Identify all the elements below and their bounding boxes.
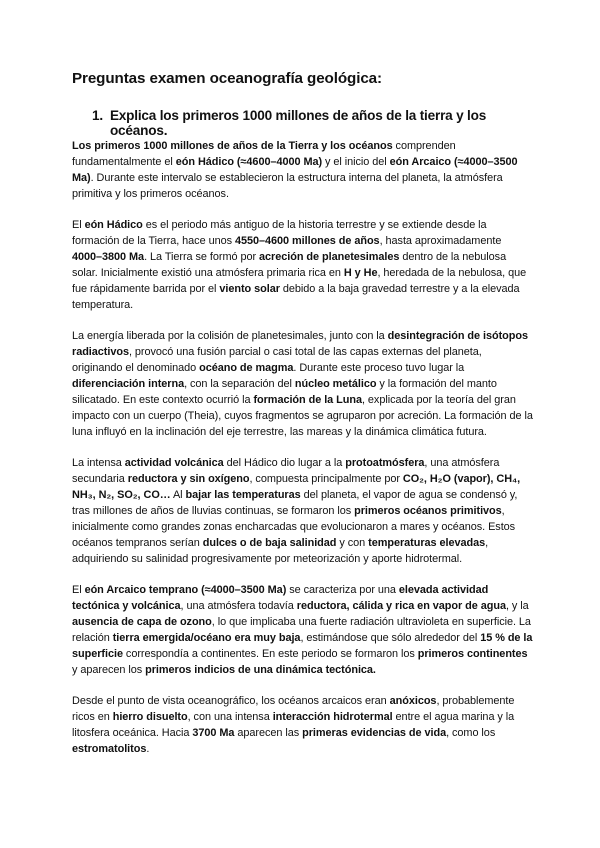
text-run: entre el agua marina y la litosfera oceánica. Hacia: [72, 711, 515, 739]
text-run: , una atmósfera todavía: [180, 600, 297, 612]
text-run: comprenden fundamentalmente el: [72, 140, 456, 168]
text-run: , hasta aproximadamente: [379, 235, 502, 247]
bold-text-run: eón Arcaico (≈4000–3500 Ma): [72, 156, 518, 184]
question-heading: [92, 108, 532, 138]
text-run: y la formación del manto silicatado. En este contexto ocurrió la: [72, 378, 497, 406]
bold-text-run: reductora y sin oxígeno: [127, 473, 250, 485]
bold-text-run: acreción de planetesimales: [259, 251, 400, 263]
answer-body: [72, 138, 534, 772]
text-run: es el periodo más antiguo de la historia terrestre y se extiende desde la formación de la Tierra, hace unos: [72, 219, 487, 247]
bold-text-run: formación de la Luna: [253, 394, 362, 406]
text-run: y con: [336, 537, 369, 549]
bold-text-run: interacción hidrotermal: [272, 711, 393, 723]
text-run: . Durante este proceso tuvo lugar la: [293, 362, 465, 374]
text-run: , heredada de la nebulosa, que fue rápidamente barrida por el: [72, 267, 527, 295]
text-run: Al: [170, 489, 186, 501]
bold-text-run: eón Hádico: [84, 219, 143, 231]
text-run: , adquiriendo su salinidad progresivamente por meteorización y aporte hidrotermal.: [72, 537, 489, 565]
text-run: , compuesta principalmente por: [249, 473, 403, 485]
bold-text-run: anóxicos: [389, 695, 437, 707]
bold-text-run: ausencia de capa de ozono: [72, 616, 212, 628]
body-paragraph: [72, 582, 534, 678]
bold-text-run: 4000–3800 Ma: [72, 251, 145, 263]
bold-text-run: CO₂, H₂O (vapor), CH₄, NH₃, N₂, SO₂, CO…: [72, 473, 521, 501]
text-run: La intensa: [72, 457, 125, 469]
text-run: y el inicio del: [322, 156, 390, 168]
text-run: El: [72, 219, 85, 231]
text-run: , con una intensa: [187, 711, 273, 723]
bold-text-run: viento solar: [219, 283, 280, 295]
question-text: Explica los primeros 1000 millones de años de la tierra y los océanos.: [109, 108, 487, 138]
bold-text-run: primeros océanos primitivos: [354, 505, 502, 517]
bold-text-run: océano de magma: [199, 362, 294, 374]
bold-text-run: eón Hádico (≈4600–4000 Ma): [175, 156, 323, 168]
text-run: , provocó una fusión parcial o casi total de las capas externas del planeta, originando el denominado: [72, 346, 482, 374]
text-run: , y la: [505, 600, 529, 612]
bold-text-run: diferenciación interna: [72, 378, 185, 390]
text-run: correspondía a continentes. En este periodo se formaron los: [122, 648, 418, 660]
bold-text-run: actividad volcánica: [124, 457, 224, 469]
text-run: se caracteriza por una: [286, 584, 399, 596]
bold-text-run: hierro disuelto: [112, 711, 188, 723]
body-paragraph: [72, 328, 534, 440]
text-run: El: [72, 584, 85, 596]
text-run: .: [146, 743, 150, 755]
text-run: La energía liberada por la colisión de planetesimales, junto con la: [72, 330, 388, 342]
body-paragraph: [72, 217, 534, 313]
bold-text-run: H y He: [343, 267, 378, 279]
bold-text-run: dulces o de baja salinidad: [202, 537, 337, 549]
text-run: y aparecen los: [72, 664, 146, 676]
bold-text-run: Los primeros 1000 millones de años de la Tierra y los océanos: [72, 140, 393, 152]
body-paragraph: [72, 693, 534, 757]
text-run: , probablemente ricos en: [72, 695, 515, 723]
bold-text-run: eón Arcaico temprano (≈4000–3500 Ma): [84, 584, 287, 596]
bold-text-run: reductora, cálida y rica en vapor de agua: [296, 600, 506, 612]
text-run: , con la separación del: [184, 378, 295, 390]
bold-text-run: desintegración de isótopos radiactivos: [72, 330, 528, 358]
text-run: , estimándose que sólo alrededor del: [300, 632, 481, 644]
bold-text-run: 15 % de la superficie: [72, 632, 533, 660]
text-run: , inicialmente como grandes zonas encharcadas que evolucionaron a mares y océanos. Estos océanos tempranos serían: [72, 505, 516, 549]
text-run: Desde el punto de vista oceanográfico, los océanos arcaicos eran: [72, 695, 390, 707]
text-run: debido a la baja gravedad terrestre y a la elevada temperatura.: [72, 283, 520, 311]
bold-text-run: primeras evidencias de vida: [302, 727, 447, 739]
bold-text-run: bajar las temperaturas: [185, 489, 301, 501]
text-run: aparecen las: [234, 727, 303, 739]
bold-text-run: núcleo metálico: [294, 378, 377, 390]
text-run: , explicada por la teoría del gran impacto con un cuerpo (Theia), cuyos fragmentos se agruparon por acreción. La formación de la luna influyó en la inclinación del eje terrestre, las mareas y la dinámica climática futura.: [72, 394, 533, 438]
bold-text-run: protoatmósfera: [345, 457, 425, 469]
body-paragraph: [72, 138, 534, 202]
text-run: . Durante este intervalo se establecieron la estructura interna del planeta, la atmósfera primitiva y los primeros océanos.: [72, 172, 503, 200]
text-run: del Hádico dio lugar a la: [223, 457, 346, 469]
question-number: 1.: [92, 108, 103, 123]
bold-text-run: 4550–4600 millones de años: [234, 235, 380, 247]
text-run: , una atmósfera secundaria: [72, 457, 500, 485]
bold-text-run: estromatolitos: [72, 743, 147, 755]
bold-text-run: elevada actividad tectónica y volcánica: [72, 584, 489, 612]
text-run: , como los: [446, 727, 496, 739]
bold-text-run: tierra emergida/océano era muy baja: [112, 632, 301, 644]
bold-text-run: primeros continentes: [417, 648, 528, 660]
body-paragraph: [72, 455, 534, 567]
document-title: Preguntas examen oceanografía geológica:: [72, 70, 382, 87]
text-run: del planeta, el vapor de agua se condensó y, tras millones de años de lluvias continuas, se formaron los: [72, 489, 518, 517]
bold-text-run: temperaturas elevadas: [368, 537, 486, 549]
bold-text-run: primeros indicios de una dinámica tectónica.: [145, 664, 376, 676]
text-run: , lo que implicaba una fuerte radiación ultravioleta en superficie. La relación: [72, 616, 531, 644]
bold-text-run: 3700 Ma: [192, 727, 235, 739]
text-run: . La Tierra se formó por: [144, 251, 260, 263]
text-run: dentro de la nebulosa solar. Inicialmente existió una atmósfera primaria rica en: [72, 251, 507, 279]
